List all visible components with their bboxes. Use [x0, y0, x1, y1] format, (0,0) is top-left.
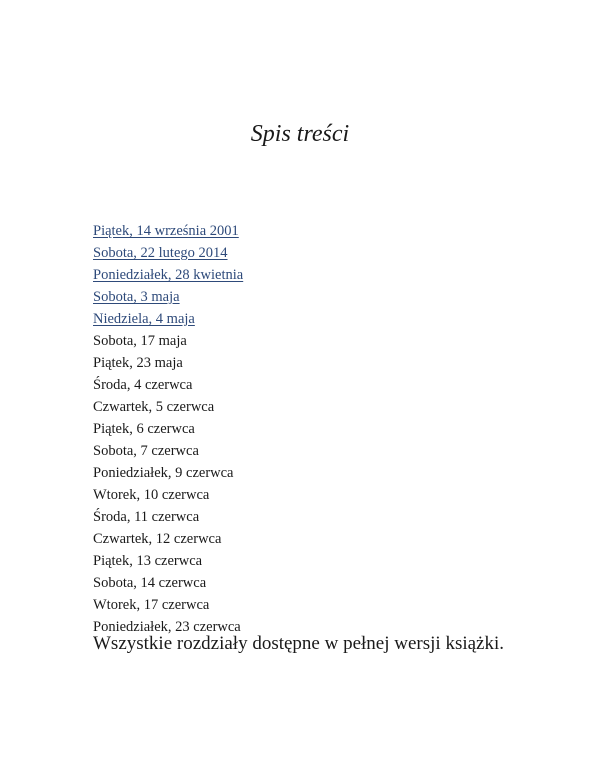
toc-item — [93, 594, 243, 616]
toc-link[interactable]: Niedziela, 4 maja — [93, 311, 195, 327]
table-of-contents — [93, 220, 243, 638]
toc-item — [93, 506, 243, 528]
toc-entry-text: Wtorek, 10 czerwca — [93, 487, 210, 503]
toc-item[interactable] — [93, 242, 243, 264]
toc-link[interactable]: Sobota, 22 lutego 2014 — [93, 245, 228, 261]
toc-item[interactable] — [93, 286, 243, 308]
toc-entry-text: Poniedziałek, 9 czerwca — [93, 465, 234, 481]
toc-entry-text: Piątek, 23 maja — [93, 355, 183, 371]
toc-item — [93, 352, 243, 374]
toc-item — [93, 550, 243, 572]
toc-entry-text: Piątek, 6 czerwca — [93, 421, 195, 437]
toc-entry-text: Czwartek, 12 czerwca — [93, 531, 222, 547]
toc-item[interactable] — [93, 308, 243, 330]
toc-item — [93, 330, 243, 352]
toc-item — [93, 440, 243, 462]
toc-entry-text: Środa, 11 czerwca — [93, 509, 200, 525]
toc-item[interactable] — [93, 264, 243, 286]
toc-link[interactable]: Piątek, 14 września 2001 — [93, 223, 239, 239]
toc-item — [93, 462, 243, 484]
toc-entry-text: Poniedziałek, 23 czerwca — [93, 619, 241, 635]
toc-item[interactable] — [93, 220, 243, 242]
availability-note: Wszystkie rozdziały dostępne w pełnej wersji książki. — [93, 633, 505, 654]
toc-link[interactable]: Poniedziałek, 28 kwietnia — [93, 267, 244, 283]
toc-entry-text: Wtorek, 17 czerwca — [93, 597, 210, 613]
toc-item — [93, 528, 243, 550]
toc-entry-text: Sobota, 7 czerwca — [93, 443, 199, 459]
toc-link[interactable]: Sobota, 3 maja — [93, 289, 180, 305]
toc-item — [93, 418, 243, 440]
toc-item — [93, 572, 243, 594]
page-title: Spis treści — [250, 121, 350, 147]
toc-entry-text: Sobota, 17 maja — [93, 333, 187, 349]
toc-item — [93, 396, 243, 418]
toc-entry-text: Środa, 4 czerwca — [93, 377, 193, 393]
toc-item — [93, 374, 243, 396]
toc-entry-text: Sobota, 14 czerwca — [93, 575, 207, 591]
toc-entry-text: Piątek, 13 czerwca — [93, 553, 203, 569]
toc-entry-text: Czwartek, 5 czerwca — [93, 399, 215, 415]
toc-item — [93, 484, 243, 506]
